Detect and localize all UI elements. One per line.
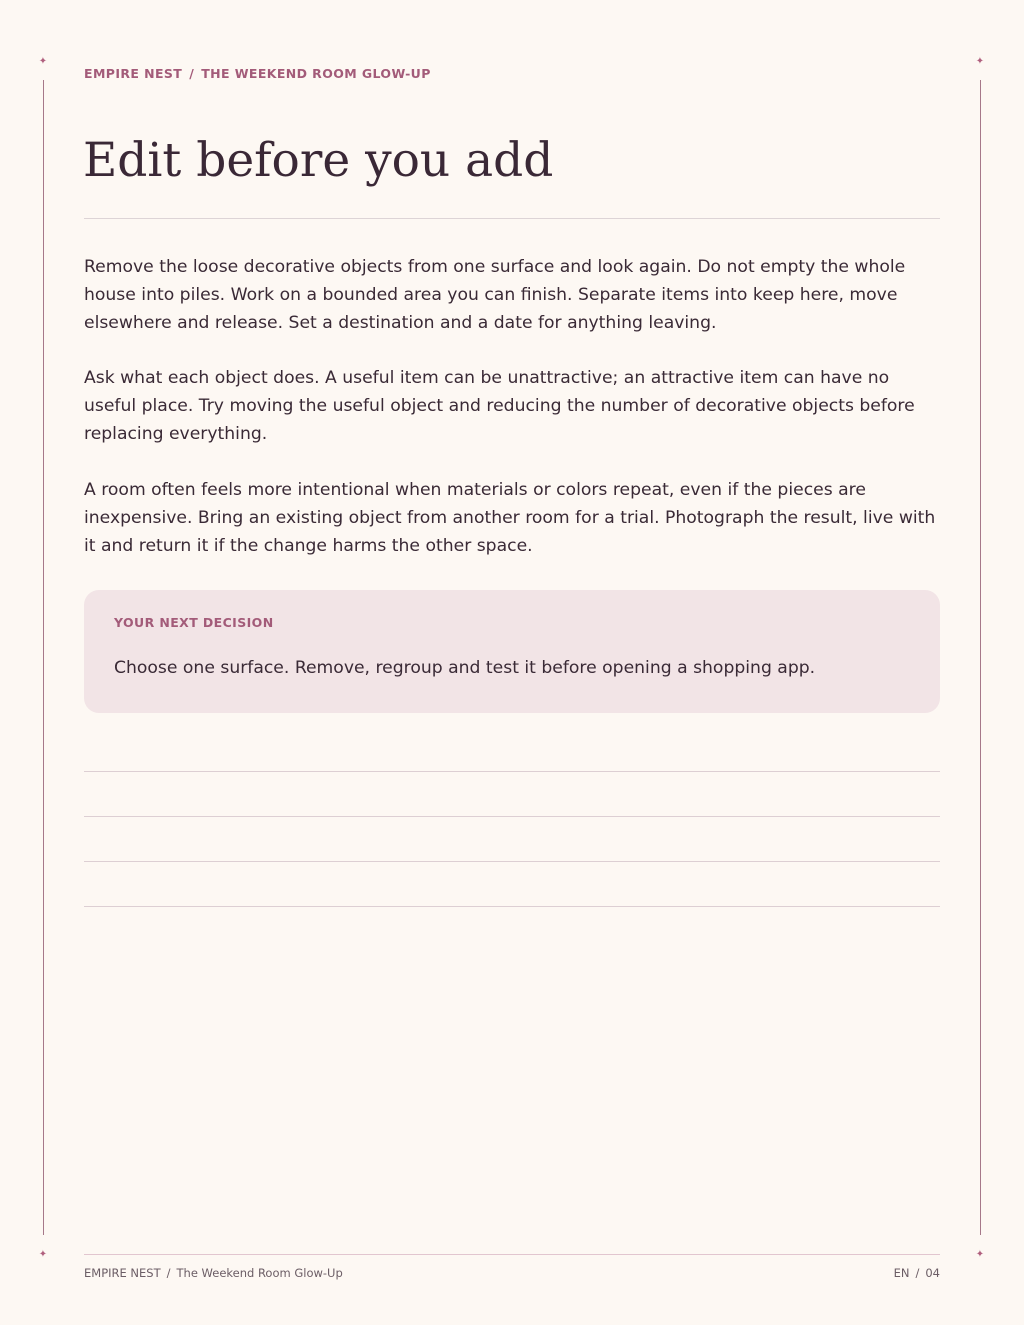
footer-divider xyxy=(84,1254,940,1255)
page-number: 04 xyxy=(925,1266,940,1280)
corner-star-icon-top-left: ✦ xyxy=(38,56,48,67)
footer-language: EN xyxy=(893,1266,910,1280)
breadcrumb xyxy=(84,66,431,81)
body-paragraph-2: Ask what each object does. A useful item can be unattractive; an attractive item can have no useful place. Try moving the useful object and reducing the number of decorative objects before replacing everything. xyxy=(84,368,915,444)
callout-label: YOUR NEXT DECISION xyxy=(114,615,274,630)
right-border-rail xyxy=(980,80,981,1235)
footer-separator: / xyxy=(166,1266,171,1280)
page-title: Edit before you add xyxy=(83,133,554,188)
footer-title xyxy=(84,1266,343,1280)
footer-brand: EMPIRE NEST xyxy=(84,1266,161,1280)
breadcrumb-separator: / xyxy=(189,66,195,81)
corner-star-icon-top-right: ✦ xyxy=(975,56,985,67)
corner-star-icon-bottom-right: ✦ xyxy=(975,1249,985,1260)
left-border-rail xyxy=(43,80,44,1235)
footer-page-separator: / xyxy=(915,1266,920,1280)
breadcrumb-brand: EMPIRE NEST xyxy=(84,66,183,81)
writing-line-4 xyxy=(84,906,940,907)
writing-line-2 xyxy=(84,816,940,817)
title-divider xyxy=(84,218,940,219)
footer-page-info xyxy=(894,1266,940,1280)
next-decision-callout xyxy=(84,590,940,713)
breadcrumb-series: THE WEEKEND ROOM GLOW-UP xyxy=(201,66,431,81)
body-paragraph-1: Remove the loose decorative objects from one surface and look again. Do not empty the whole house into piles. Work on a bounded area you can finish. Separate items into keep here, move elsewhere and release. Set a destination and a date for anything leaving. xyxy=(84,257,906,333)
writing-line-3 xyxy=(84,861,940,862)
callout-text: Choose one surface. Remove, regroup and test it before opening a shopping app. xyxy=(114,658,816,678)
body-paragraph-3: A room often feels more intentional when materials or colors repeat, even if the pieces are inexpensive. Bring an existing object from another room for a trial. Photograph the result, live with it and return it if the change harms the other space. xyxy=(84,480,936,556)
footer-series: The Weekend Room Glow-Up xyxy=(176,1266,343,1280)
corner-star-icon-bottom-left: ✦ xyxy=(38,1249,48,1260)
writing-line-1 xyxy=(84,771,940,772)
